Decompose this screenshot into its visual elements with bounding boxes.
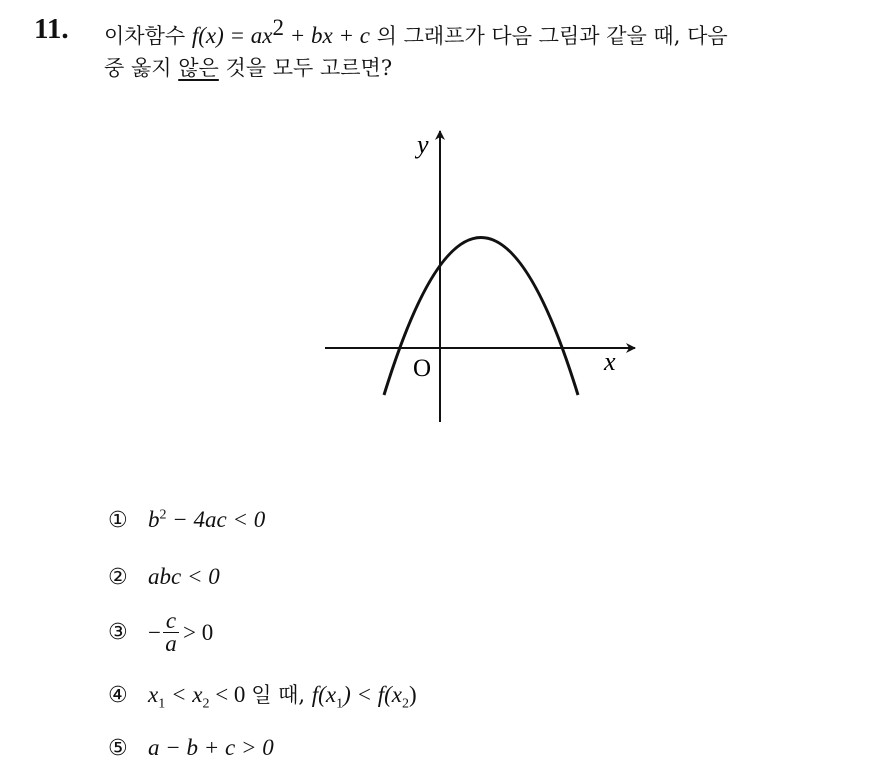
question-emphasis: 않은 bbox=[178, 56, 219, 80]
question-line2-prefix: 중 옳지 bbox=[104, 56, 179, 80]
fraction-c-over-a: $\frac{c}{a}$ bbox=[163, 610, 179, 655]
choice-3[interactable] bbox=[108, 610, 213, 655]
choice-3-marker: ③ bbox=[108, 620, 128, 645]
choice-2-text: abc < 0 bbox=[148, 564, 220, 589]
function-expression: f(x) = ax bbox=[191, 23, 273, 48]
choice-3-text: − $\frac{c}{a}$ > 0 bbox=[148, 608, 214, 656]
choice-1-marker: ① bbox=[108, 507, 128, 533]
question-suffix: 의 그래프가 다음 그림과 같을 때, 다음 bbox=[369, 24, 728, 48]
choice-1-text: $b^2 - 4ac < 0$ bbox=[148, 507, 266, 532]
choice-5[interactable] bbox=[108, 735, 274, 761]
y-axis-label: y bbox=[417, 130, 429, 159]
question-prefix: 이차함수 bbox=[104, 24, 192, 48]
parabola-graph bbox=[320, 125, 650, 430]
choice-5-text: a − b + c > 0 bbox=[148, 735, 274, 760]
question-line-2 bbox=[104, 54, 392, 82]
choice-2-marker: ② bbox=[108, 564, 128, 590]
choice-5-marker: ⑤ bbox=[108, 735, 128, 761]
function-exponent: 2 bbox=[272, 15, 284, 40]
function-expression-rest: + bx + c bbox=[283, 23, 370, 48]
choice-4[interactable] bbox=[108, 679, 417, 713]
question-line-1 bbox=[104, 14, 728, 50]
question-line2-suffix: 것을 모두 고르면? bbox=[218, 56, 393, 80]
x-axis-label: x bbox=[604, 347, 616, 376]
choice-2[interactable] bbox=[108, 564, 220, 590]
choice-4-marker: ④ bbox=[108, 683, 128, 709]
choice-4-text: $x_1 < x_2 < 0$ 일 때, $f(x_1) < f(x_2)$ bbox=[148, 682, 417, 712]
problem-number: 11. bbox=[34, 13, 69, 45]
origin-label: O bbox=[413, 355, 432, 382]
choice-1[interactable] bbox=[108, 507, 265, 533]
